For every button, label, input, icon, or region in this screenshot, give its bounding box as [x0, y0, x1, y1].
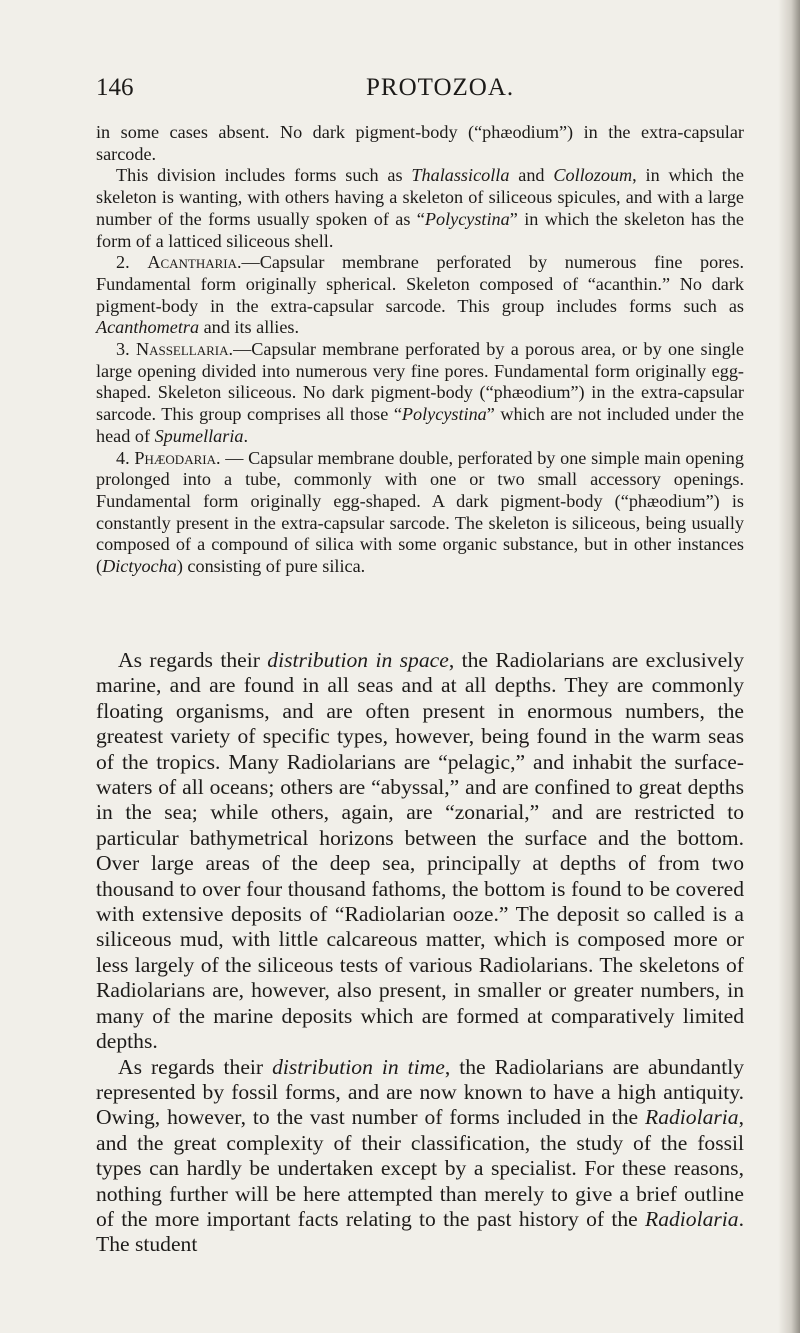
group-name: Acantharia.	[147, 252, 242, 273]
text-run: . The student	[96, 1206, 744, 1257]
page-number: 146	[96, 74, 134, 101]
page-header	[96, 74, 746, 108]
distribution-section	[96, 648, 744, 1258]
text-run: ) consisting of pure silica.	[176, 556, 366, 577]
taxon-name: Radiolaria	[645, 1105, 739, 1130]
taxon-name: Thalassicolla	[411, 165, 510, 186]
text-run: and its allies.	[199, 317, 300, 338]
text-run: , the Radiolarians are exclusively marine, and are found in all seas and at all depths. They are commonly floating organisms, and are often present in enormous numbers, the greatest variety of specific types, however, being found in the warm seas of the tropics. Many Radiolarians are “pelagic,” and inhabit the surface-waters of all oceans; others are “abyssal,” and are confined to great depths in the sea; while others, again, are “zonarial,” and are restricted to particular bathymetrical horizons between the surface and the bottom. Over large areas of the deep sea, principally at depths of from two thousand to over four thousand fathoms, the bottom is found to be covered with extensive deposits of “Radiolarian ooze.” The deposit so called is a siliceous mud, with little calcareous matter, which is composed more or less largely of the siliceous tests of various Radiolarians. The skeletons of Radiolarians are, however, also present, in smaller or greater numbers, in many of the marine deposits which are formed at comparatively limited depths.	[96, 648, 744, 1054]
text-run: — Capsular membrane double, perforated by one simple main opening prolonged into a tube, commonly with one or two small accessory openings. Fundamental form originally egg-shaped. A dark pigment-body (“phæodium”) is constantly present in the extra-capsular sarcode. The skeleton is siliceous, being usually composed of a compound of silica with some organic substance, but in other instances (	[96, 447, 744, 577]
taxon-name: Polycystina	[401, 404, 487, 425]
continuation-paragraph	[96, 122, 744, 165]
text-run: , and the great complexity of their classification, the study of the fossil types can hardly be undertaken except by a specialist. For these reasons, nothing further will be here attempted than merely to give a brief outline of the more important facts relating to the past history of the	[96, 1105, 744, 1231]
phaeodaria-paragraph	[96, 448, 744, 578]
acantharia-paragraph	[96, 252, 744, 339]
taxon-name: Acanthometra	[96, 317, 200, 338]
item-number: 3.	[116, 339, 136, 360]
text-run: , in which the skeleton is wanting, with others having a skeleton of siliceous spicules, and with a large number of the forms usually spoken of as “	[96, 165, 744, 229]
running-title: PROTOZOA.	[366, 74, 515, 101]
text-run: ” in which the skeleton has the form of a latticed siliceous shell.	[96, 208, 744, 251]
text-run: , the Radiolarians are abundantly represented by fossil forms, and are now known to have a high antiquity. Owing, however, to the vast number of forms included in the	[96, 1054, 745, 1130]
text-run: .	[243, 425, 249, 446]
taxon-name: Collozoum	[553, 165, 633, 186]
text-run: in some cases absent. No dark pigment-body (“phæodium”) in the extra-capsular sarcode.	[96, 122, 744, 164]
text-run: and	[509, 165, 554, 186]
nassellaria-paragraph	[96, 339, 744, 448]
division-paragraph	[96, 165, 744, 252]
text-run: This division includes forms such as	[116, 165, 412, 186]
taxon-name: Polycystina	[424, 208, 510, 229]
text-run: As regards their	[118, 1054, 273, 1079]
emphasis: distribution in time	[272, 1054, 445, 1079]
taxon-name: Spumellaria	[154, 425, 244, 446]
group-name: Phæodaria.	[134, 447, 221, 468]
text-run: ” which are not included under the head of	[96, 404, 744, 446]
text-run: As regards their	[118, 648, 268, 672]
text-run: —Capsular membrane perforated by numerous fine pores. Fundamental form originally spherical. Skeleton composed of “acanthin.” No dark pigment-body in the extra-capsular sarcode. This group includes forms such as	[96, 252, 744, 316]
distribution-in-space-paragraph	[96, 648, 744, 1055]
group-name: Nassellaria.	[135, 339, 234, 360]
distribution-in-time-paragraph	[96, 1055, 744, 1258]
page-edge-shadow	[778, 0, 800, 1333]
item-number: 4.	[116, 447, 135, 468]
taxon-name: Dictyocha	[102, 556, 177, 577]
item-number: 2.	[116, 252, 148, 273]
taxon-name: Radiolaria	[645, 1206, 739, 1231]
classification-section	[96, 122, 744, 578]
emphasis: distribution in space	[267, 648, 449, 672]
text-run: —Capsular membrane perforated by a porous area, or by one single large opening divided into numerous very fine pores. Fundamental form originally egg-shaped. Skeleton siliceous. No dark pigment-body (“phæodium”) in the extra-capsular sarcode. This group comprises all those “	[96, 339, 744, 425]
